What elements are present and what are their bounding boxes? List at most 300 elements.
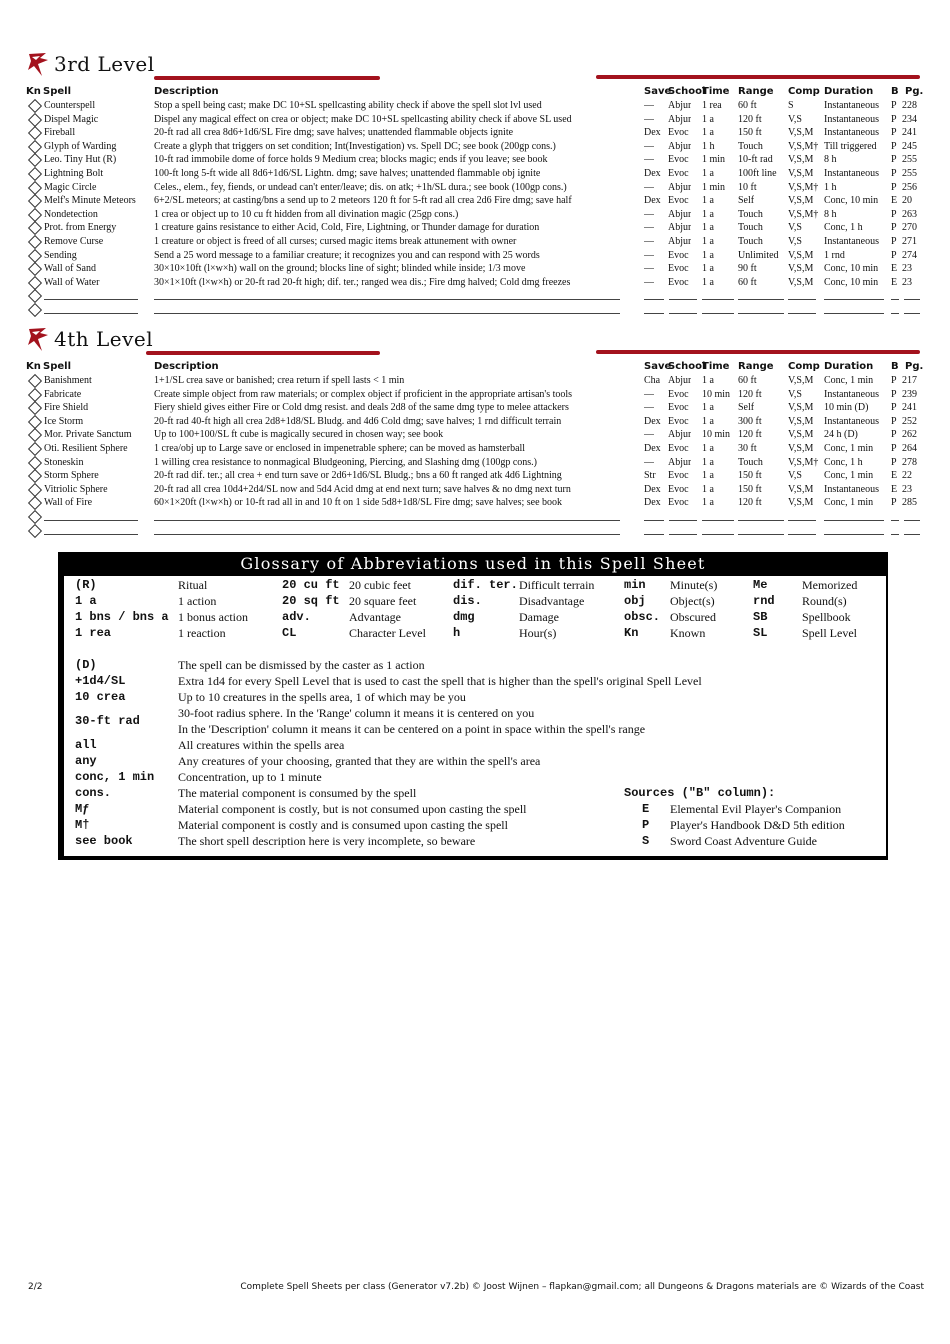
glossary-def: Any creatures of your choosing, granted that they are within the spell's area — [178, 754, 541, 768]
spell-time: 1 rea — [702, 100, 722, 111]
known-checkbox[interactable] — [28, 388, 42, 402]
spell-desc: Fiery shield gives either Fire or Cold dmg resist. and deals 2d8 of the same dmg type to melee attackers — [154, 402, 569, 414]
column-header: Description — [154, 86, 219, 97]
spell-dur: Conc, 1 min — [824, 497, 874, 509]
write-in-line[interactable] — [644, 289, 664, 300]
spell-b: P — [891, 222, 897, 234]
glossary-def: Disadvantage — [519, 594, 585, 608]
glossary-def: Memorized — [802, 578, 858, 592]
known-checkbox[interactable] — [28, 140, 42, 154]
spell-save: Dex — [644, 497, 661, 509]
spell-comp: V,S,M — [788, 276, 814, 288]
spell-time: 1 a — [702, 127, 714, 139]
spell-row — [0, 126, 950, 140]
spell-save: Dex — [644, 168, 661, 179]
spell-school: Evoc — [668, 276, 689, 288]
blank-spell-row — [0, 510, 950, 524]
spell-pg: 23 — [902, 263, 912, 275]
spell-b: P — [891, 456, 897, 468]
spell-row — [0, 113, 950, 127]
spell-b: E — [891, 483, 898, 495]
spell-pg: 255 — [902, 154, 917, 166]
spell-row — [0, 262, 950, 276]
spell-school: Abjur — [668, 456, 692, 468]
spell-spell: Wall of Water — [44, 276, 100, 288]
spell-school: Abjur — [668, 375, 692, 386]
spell-desc: 1 crea/obj up to Large save or enclosed in impenetrable sphere; can be moved as hamsterball — [154, 443, 526, 454]
spell-desc: Dispel any magical effect on crea or object; make DC 10+SL spellcasting ability check if above SL used — [154, 113, 572, 125]
write-in-line[interactable] — [154, 510, 620, 521]
glossary-def: In the 'Description' column it means it can be centered on a point in space within the spell's range — [178, 722, 646, 736]
spell-b: P — [891, 497, 897, 509]
spell-dur: Instantaneous — [824, 388, 879, 400]
known-checkbox[interactable] — [28, 153, 42, 167]
glossary-def: Character Level — [349, 626, 426, 640]
spell-desc: 1 willing crea resistance to nonmagical Bludgeoning, Piercing, and Slashing dmg (100gp cons.) — [154, 456, 537, 468]
write-in-line[interactable] — [154, 303, 620, 314]
write-in-line[interactable] — [824, 524, 884, 535]
spell-row — [0, 483, 950, 497]
spell-time: 1 a — [702, 236, 714, 247]
write-in-line[interactable] — [669, 289, 697, 300]
glossary-def: Material component is costly, but is not consumed upon casting the spell — [178, 802, 527, 816]
spell-comp: V,S,M† — [788, 181, 819, 193]
glossary-def: Damage — [519, 610, 559, 624]
write-in-line[interactable] — [738, 289, 784, 300]
spell-desc: 30×1×10ft (l×w×h) or 20-ft rad 20-ft high; dif. ter.; ranged wea dis.; Fire dmg halved; Cold dmg freezes — [154, 276, 571, 288]
write-in-line[interactable] — [824, 510, 884, 521]
write-in-line[interactable] — [644, 524, 664, 535]
spell-dur: Conc, 1 min — [824, 443, 874, 454]
column-header: Save — [644, 361, 672, 372]
spell-spell: Mor. Private Sanctum — [44, 429, 132, 441]
spell-comp: V,S — [788, 470, 802, 482]
known-checkbox[interactable] — [28, 249, 42, 263]
write-in-line[interactable] — [44, 510, 138, 521]
spell-pg: 263 — [902, 208, 917, 220]
write-in-line[interactable] — [788, 510, 816, 521]
spell-row — [0, 181, 950, 195]
spell-comp: V,S,M — [788, 263, 814, 275]
write-in-line[interactable] — [788, 289, 816, 300]
spell-dur: 8 h — [824, 154, 837, 166]
spell-pg: 23 — [902, 276, 912, 288]
glossary-box — [58, 552, 888, 860]
spell-desc: 100-ft long 5-ft wide all 8d6+1d6/SL Lightn. dmg; save halves; unattended flammable obj ignite — [154, 168, 541, 179]
spell-row — [0, 496, 950, 510]
spell-comp: S — [788, 100, 794, 111]
glossary-abbr: SL — [753, 626, 768, 640]
spell-range: 120 ft — [738, 113, 762, 125]
spell-row — [0, 167, 950, 181]
spell-range: 120 ft — [738, 429, 762, 441]
spell-range: Touch — [738, 222, 763, 234]
spell-desc: 10-ft rad immobile dome of force holds 9 Medium crea; blocks magic; ends if you leave; see book — [154, 154, 548, 166]
glossary-def: 1 bonus action — [178, 610, 248, 624]
spell-pg: 20 — [902, 195, 912, 207]
spell-desc: Celes., elem., fey, fiends, or undead can't enter/leave; dis. on atk; +1h/SL dura.; see book (100gp cons.) — [154, 181, 567, 193]
known-checkbox[interactable] — [28, 510, 42, 524]
spell-dur: Instantaneous — [824, 168, 879, 179]
write-in-line[interactable] — [824, 303, 884, 314]
spell-pg: 239 — [902, 388, 917, 400]
glossary-def: Advantage — [349, 610, 401, 624]
spell-b: P — [891, 154, 897, 166]
spell-save: — — [644, 263, 654, 275]
spell-comp: V,S,M† — [788, 208, 819, 220]
spell-save: — — [644, 100, 654, 111]
spell-dur: Conc, 10 min — [824, 276, 879, 288]
glossary-abbr: Me — [753, 578, 768, 592]
known-checkbox[interactable] — [28, 469, 42, 483]
spell-comp: V,S,M† — [788, 456, 819, 468]
spell-pg: 23 — [902, 483, 912, 495]
known-checkbox[interactable] — [28, 276, 42, 290]
spell-time: 1 a — [702, 168, 714, 179]
spell-dur: 10 min (D) — [824, 402, 869, 414]
spell-range: Self — [738, 402, 755, 414]
known-checkbox[interactable] — [28, 483, 42, 497]
spell-pg: 241 — [902, 127, 917, 139]
spell-b: P — [891, 415, 897, 427]
write-in-line[interactable] — [904, 303, 920, 314]
known-checkbox[interactable] — [28, 126, 42, 140]
spell-comp: V,S,M — [788, 375, 814, 386]
spell-desc: 1 creature or object is freed of all curses; cursed magic items break attunement with owner — [154, 236, 517, 247]
glossary-abbr: dif. ter. — [453, 578, 518, 592]
spell-row — [0, 221, 950, 235]
section-rule — [596, 75, 920, 79]
spell-range: Touch — [738, 456, 763, 468]
known-checkbox[interactable] — [28, 235, 42, 249]
spell-school: Abjur — [668, 113, 692, 125]
spell-comp: V,S,M — [788, 497, 814, 509]
known-checkbox[interactable] — [28, 113, 42, 127]
spell-save: — — [644, 402, 654, 414]
spell-comp: V,S,M — [788, 483, 814, 495]
spell-comp: V,S — [788, 236, 802, 247]
spell-school: Evoc — [668, 263, 689, 275]
spell-dur: Conc, 1 min — [824, 375, 874, 386]
glossary-def: The short spell description here is very incomplete, so beware — [178, 834, 476, 848]
spell-save: Dex — [644, 483, 661, 495]
spell-desc: 1 crea or object up to 10 cu ft hidden from all divination magic (25gp cons.) — [154, 208, 459, 220]
column-header: Time — [702, 86, 730, 97]
write-in-line[interactable] — [44, 289, 138, 300]
spell-school: Abjur — [668, 222, 692, 234]
known-checkbox[interactable] — [28, 208, 42, 222]
spell-row — [0, 235, 950, 249]
section-title: 4th Level — [54, 327, 154, 351]
write-in-line[interactable] — [669, 524, 697, 535]
glossary-def: The spell can be dismissed by the caster as 1 action — [178, 658, 425, 672]
write-in-line[interactable] — [891, 303, 899, 314]
known-checkbox[interactable] — [28, 428, 42, 442]
spell-spell: Fire Shield — [44, 402, 89, 414]
spell-save: — — [644, 236, 654, 247]
spell-row — [0, 208, 950, 222]
spell-row — [0, 456, 950, 470]
write-in-line[interactable] — [702, 524, 734, 535]
write-in-line[interactable] — [44, 524, 138, 535]
spell-school: Evoc — [668, 483, 689, 495]
glossary-abbr: dis. — [453, 594, 482, 608]
spell-spell: Prot. from Energy — [44, 222, 117, 234]
spell-desc: 1 creature gains resistance to either Acid, Cold, Fire, Lightning, or Thunder damage for duration — [154, 222, 540, 234]
write-in-line[interactable] — [644, 510, 664, 521]
spell-row — [0, 194, 950, 208]
known-checkbox[interactable] — [28, 524, 42, 538]
spell-dur: 24 h (D) — [824, 429, 858, 441]
spell-b: P — [891, 208, 897, 220]
glossary-abbr: SB — [753, 610, 768, 624]
spell-time: 10 min — [702, 388, 731, 400]
known-checkbox[interactable] — [28, 181, 42, 195]
spell-school: Evoc — [668, 249, 689, 261]
spell-time: 1 a — [702, 402, 714, 414]
write-in-line[interactable] — [788, 524, 816, 535]
spell-pg: 252 — [902, 415, 917, 427]
glossary-abbr: M† — [75, 818, 90, 832]
spell-school: Evoc — [668, 402, 689, 414]
column-header: Range — [738, 361, 774, 372]
spell-desc: 1+1/SL crea save or banished; crea return if spell lasts < 1 min — [154, 375, 405, 386]
spell-time: 1 a — [702, 276, 714, 288]
spell-desc: 30×10×10ft (l×w×h) wall on the ground; blocks line of sight; blinded while inside; 1/3 move — [154, 263, 526, 275]
glossary-def: All creatures within the spells area — [178, 738, 345, 752]
glossary-def: Up to 10 creatures in the spells area, 1 of which may be you — [178, 690, 466, 704]
known-checkbox[interactable] — [28, 456, 42, 470]
spell-desc: 20-ft rad dif. ter.; all crea + end turn save or 2d6+1d6/SL Bludg.; bns a 60 ft ranged atk 4d6 Lightning — [154, 470, 562, 482]
glossary-abbr: obj — [624, 594, 646, 608]
column-header: School — [668, 361, 706, 372]
known-checkbox[interactable] — [28, 415, 42, 429]
column-header: Comp — [788, 86, 820, 97]
write-in-line[interactable] — [904, 524, 920, 535]
glossary-abbr: min — [624, 578, 646, 592]
known-checkbox[interactable] — [28, 194, 42, 208]
write-in-line[interactable] — [738, 524, 784, 535]
spell-save: Cha — [644, 375, 661, 386]
write-in-line[interactable] — [44, 303, 138, 314]
spell-spell: Dispel Magic — [44, 113, 99, 125]
spell-b: P — [891, 402, 897, 414]
glossary-abbr: (R) — [75, 578, 97, 592]
spell-range: 60 ft — [738, 276, 757, 288]
glossary-abbr: any — [75, 754, 97, 768]
spell-dur: Conc, 10 min — [824, 195, 879, 207]
spell-range: 150 ft — [738, 127, 762, 139]
spell-save: Str — [644, 470, 656, 482]
glossary-def: Known — [670, 626, 706, 640]
spell-row — [0, 442, 950, 456]
spell-dur: 1 rnd — [824, 249, 845, 261]
spell-range: 300 ft — [738, 415, 762, 427]
source-code: S — [642, 834, 650, 848]
write-in-line[interactable] — [154, 289, 620, 300]
write-in-line[interactable] — [788, 303, 816, 314]
spell-time: 1 a — [702, 483, 714, 495]
known-checkbox[interactable] — [28, 167, 42, 181]
spell-save: — — [644, 222, 654, 234]
spell-range: 30 ft — [738, 443, 757, 454]
spell-pg: 228 — [902, 100, 917, 111]
glossary-def: Spell Level — [802, 626, 857, 640]
write-in-line[interactable] — [702, 303, 734, 314]
spell-range: Touch — [738, 208, 763, 220]
glossary-def: Round(s) — [802, 594, 847, 608]
spell-range: Touch — [738, 236, 763, 247]
glossary-abbr: Mƒ — [75, 802, 90, 816]
known-checkbox[interactable] — [28, 442, 42, 456]
write-in-line[interactable] — [154, 524, 620, 535]
spell-range: Self — [738, 195, 755, 207]
spell-pg: 274 — [902, 249, 917, 261]
section-rule — [146, 351, 380, 355]
column-header: Description — [154, 361, 219, 372]
spell-time: 1 a — [702, 456, 714, 468]
spell-desc: Send a 25 word message to a familiar creature; it recognizes you and can respond with 25 words — [154, 249, 540, 261]
column-header: Comp — [788, 361, 820, 372]
spell-b: P — [891, 140, 897, 152]
source-name: Sword Coast Adventure Guide — [670, 834, 817, 848]
spell-time: 1 a — [702, 375, 714, 386]
spell-row — [0, 140, 950, 154]
write-in-line[interactable] — [738, 303, 784, 314]
spell-spell: Wall of Sand — [44, 263, 96, 275]
glossary-def: 1 reaction — [178, 626, 226, 640]
known-checkbox[interactable] — [28, 374, 42, 388]
spell-range: 150 ft — [738, 470, 762, 482]
spell-spell: Stoneskin — [44, 456, 84, 468]
spell-row — [0, 401, 950, 415]
spell-comp: V,S,M — [788, 249, 814, 261]
write-in-line[interactable] — [738, 510, 784, 521]
spell-desc: Create simple object from raw materials; or complex object if proficient in the appropriate artisan's tools — [154, 388, 573, 400]
glossary-def: The material component is consumed by the spell — [178, 786, 417, 800]
spell-b: P — [891, 100, 897, 111]
known-checkbox[interactable] — [28, 303, 42, 317]
spell-save: — — [644, 140, 654, 152]
write-in-line[interactable] — [904, 289, 920, 300]
glossary-abbr: rnd — [753, 594, 775, 608]
column-header: Spell — [43, 86, 71, 97]
spell-b: P — [891, 388, 897, 400]
spell-desc: 6+2/SL meteors; at casting/bns a send up to 2 meteors 120 ft for 5-ft rad all crea 2d6 Fire dmg; save half — [154, 195, 572, 207]
spell-spell: Fireball — [44, 127, 76, 139]
write-in-line[interactable] — [824, 289, 884, 300]
spell-school: Abjur — [668, 208, 692, 220]
spell-spell: Fabricate — [44, 388, 82, 400]
known-checkbox[interactable] — [28, 289, 42, 303]
spell-range: 10-ft rad — [738, 154, 773, 166]
spell-save: Dex — [644, 195, 661, 207]
spell-spell: Lightning Bolt — [44, 168, 104, 179]
spell-time: 1 h — [702, 140, 715, 152]
spell-dur: Instantaneous — [824, 483, 879, 495]
spell-row — [0, 428, 950, 442]
column-header: Spell — [43, 361, 71, 372]
spell-comp: V,S,M — [788, 168, 814, 179]
spell-row — [0, 99, 950, 113]
spell-b: P — [891, 375, 897, 386]
write-in-line[interactable] — [702, 510, 734, 521]
spell-b: E — [891, 276, 898, 288]
spell-row — [0, 249, 950, 263]
spell-pg: 241 — [902, 402, 917, 414]
spell-school: Evoc — [668, 168, 689, 179]
known-checkbox[interactable] — [28, 401, 42, 415]
glossary-abbr: 10 crea — [75, 690, 126, 704]
section-title: 3rd Level — [54, 52, 155, 76]
spell-spell: Vitriolic Sphere — [44, 483, 108, 495]
spell-dur: Conc, 1 h — [824, 222, 863, 234]
known-checkbox[interactable] — [28, 99, 42, 113]
write-in-line[interactable] — [644, 303, 664, 314]
write-in-line[interactable] — [669, 303, 697, 314]
spell-spell: Sending — [44, 249, 77, 261]
blank-spell-row — [0, 303, 950, 317]
glossary-title: Glossary of Abbreviations used in this Spell Sheet — [240, 554, 706, 573]
spell-school: Abjur — [668, 236, 692, 247]
write-in-line[interactable] — [891, 510, 899, 521]
spell-pg: 270 — [902, 222, 917, 234]
glossary-def: Object(s) — [670, 594, 715, 608]
spell-range: 60 ft — [738, 375, 757, 386]
spell-desc: 60×1×20ft (l×w×h) or 10-ft rad all in and 10 ft on 1 side 5d8+1d8/SL Fire dmg; save halves; see book — [154, 497, 563, 509]
spell-time: 1 a — [702, 195, 714, 207]
write-in-line[interactable] — [702, 289, 734, 300]
spell-b: E — [891, 470, 898, 482]
spell-spell: Wall of Fire — [44, 497, 93, 509]
dragon-emblem-icon — [26, 327, 50, 353]
glossary-def: Obscured — [670, 610, 716, 624]
spell-comp: V,S — [788, 388, 802, 400]
spell-b: P — [891, 168, 897, 179]
glossary-def: 20 cubic feet — [349, 578, 411, 592]
column-header: Pg. — [905, 86, 924, 97]
spell-dur: Conc, 1 h — [824, 456, 863, 468]
glossary-abbr: see book — [75, 834, 133, 848]
spell-save: — — [644, 249, 654, 261]
known-checkbox[interactable] — [28, 496, 42, 510]
spell-b: P — [891, 181, 897, 193]
write-in-line[interactable] — [891, 524, 899, 535]
known-checkbox[interactable] — [28, 262, 42, 276]
spell-save: Dex — [644, 415, 661, 427]
spell-range: 150 ft — [738, 483, 762, 495]
spell-b: P — [891, 249, 897, 261]
source-name: Elemental Evil Player's Companion — [670, 802, 842, 816]
glossary-abbr: cons. — [75, 786, 112, 800]
write-in-line[interactable] — [904, 510, 920, 521]
spell-save: — — [644, 456, 654, 468]
glossary-def: 30-foot radius sphere. In the 'Range' column it means it is centered on you — [178, 706, 535, 720]
spell-dur: Conc, 10 min — [824, 263, 879, 275]
write-in-line[interactable] — [891, 289, 899, 300]
column-header: Kn — [26, 361, 41, 372]
column-header: B — [891, 361, 899, 372]
glossary-def: 1 action — [178, 594, 217, 608]
column-header: Duration — [824, 361, 874, 372]
spell-save: — — [644, 181, 654, 193]
column-header: Duration — [824, 86, 874, 97]
known-checkbox[interactable] — [28, 221, 42, 235]
spell-dur: 1 h — [824, 181, 837, 193]
write-in-line[interactable] — [669, 510, 697, 521]
spell-b: P — [891, 443, 897, 454]
spell-desc: 20-ft rad all crea 8d6+1d6/SL Fire dmg; save halves; unattended flammable objects ignite — [154, 127, 514, 139]
